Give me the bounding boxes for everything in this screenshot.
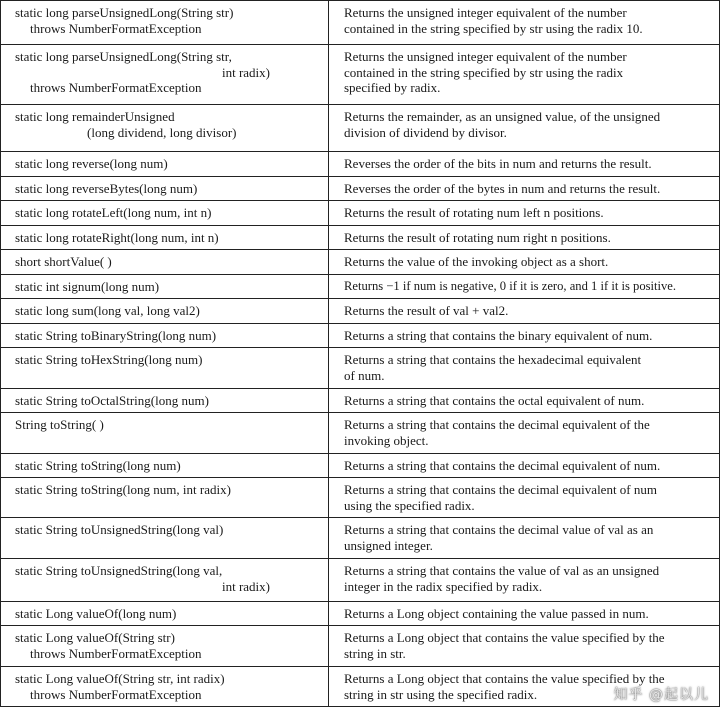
description-line: Returns a string that contains the decimal equivalent of num <box>344 482 658 497</box>
description-line: string in str using the specified radix. <box>344 686 538 702</box>
description-line: Returns the unsigned integer equivalent of the number <box>344 5 627 20</box>
method-description <box>329 177 719 200</box>
method-signature <box>1 626 329 666</box>
description-line: Returns a string that contains the octal equivalent of num. <box>344 393 645 408</box>
method-signature <box>1 105 329 151</box>
signature-line: static Long valueOf(long num) <box>15 606 177 621</box>
table-row <box>0 348 720 389</box>
method-description <box>329 454 719 477</box>
method-description <box>329 518 719 558</box>
table-row <box>0 152 720 177</box>
table-row <box>0 1 720 45</box>
table-row <box>0 559 720 602</box>
signature-line: static String toString(long num) <box>15 458 181 473</box>
signature-line: throws NumberFormatException <box>30 686 202 702</box>
method-signature <box>1 152 329 176</box>
method-signature <box>1 299 329 323</box>
signature-line: static String toOctalString(long num) <box>15 393 209 408</box>
description-line: Returns a Long object that contains the value specified by the <box>344 630 665 645</box>
method-signature <box>1 275 329 298</box>
description-line: Returns a string that contains the hexadecimal equivalent <box>344 352 642 367</box>
table-row <box>0 299 720 324</box>
description-line: Returns −1 if num is negative, 0 if it is zero, and 1 if it is positive. <box>344 279 677 293</box>
signature-line: static String toHexString(long num) <box>15 352 203 367</box>
method-description <box>329 152 719 176</box>
watermark: 知乎 @起以儿 <box>613 686 709 703</box>
signature-line: static long parseUnsignedLong(String str) <box>15 5 234 20</box>
method-description <box>329 226 719 249</box>
method-description <box>329 413 719 453</box>
description-line: Returns a Long object that contains the value specified by the <box>344 671 665 686</box>
method-description <box>329 299 719 323</box>
signature-line: static long reverseBytes(long num) <box>15 181 198 196</box>
table-row <box>0 177 720 201</box>
table-row <box>0 45 720 105</box>
table-row <box>0 201 720 226</box>
description-line: unsigned integer. <box>344 537 433 553</box>
method-description <box>329 559 719 601</box>
method-signature <box>1 226 329 249</box>
method-signature <box>1 389 329 412</box>
method-description <box>329 348 719 388</box>
description-line: contained in the string specified by str using the radix 10. <box>344 20 643 36</box>
description-line: Returns the value of the invoking object as a short. <box>344 254 609 269</box>
method-signature <box>1 348 329 388</box>
description-line: Returns the result of val + val2. <box>344 303 509 318</box>
method-signature <box>1 413 329 453</box>
description-line: using the specified radix. <box>344 497 475 513</box>
signature-line: static String toUnsignedString(long val) <box>15 522 224 537</box>
table-row <box>0 518 720 559</box>
table-row <box>0 275 720 299</box>
description-line: Returns a string that contains the decimal equivalent of the <box>344 417 650 432</box>
description-line: string in str. <box>344 645 406 661</box>
signature-line: static int signum(long num) <box>15 279 160 294</box>
method-signature <box>1 201 329 225</box>
description-line: division of dividend by divisor. <box>344 124 507 140</box>
description-line: Returns a string that contains the binary equivalent of num. <box>344 328 653 343</box>
method-signature <box>1 559 329 601</box>
table-row <box>0 667 720 707</box>
table-row <box>0 324 720 348</box>
method-description <box>329 45 719 104</box>
description-line: Returns the result of rotating num left n positions. <box>344 205 604 220</box>
description-line: invoking object. <box>344 432 429 448</box>
description-line: Returns a string that contains the decimal equivalent of num. <box>344 458 661 473</box>
method-description <box>329 201 719 225</box>
method-description <box>329 250 719 274</box>
signature-line: throws NumberFormatException <box>30 20 202 36</box>
table-row <box>0 389 720 413</box>
method-signature <box>1 667 329 706</box>
method-description <box>329 105 719 151</box>
signature-line: static Long valueOf(String str, int radix) <box>15 671 225 686</box>
signature-line: static long remainderUnsigned <box>15 109 175 124</box>
description-line: Returns the result of rotating num right n positions. <box>344 230 611 245</box>
description-line: contained in the string specified by str using the radix <box>344 64 624 80</box>
description-line: specified by radix. <box>344 80 441 95</box>
table-row <box>0 105 720 152</box>
description-line: Returns the remainder, as an unsigned value, of the unsigned <box>344 109 661 124</box>
method-description <box>329 275 719 298</box>
signature-line: static long parseUnsignedLong(String str, <box>15 49 232 64</box>
table-row <box>0 454 720 478</box>
description-line: Reverses the order of the bytes in num and returns the result. <box>344 181 661 196</box>
table-row <box>0 226 720 250</box>
table-row <box>0 413 720 454</box>
method-signature <box>1 177 329 200</box>
signature-line: throws NumberFormatException <box>30 645 202 661</box>
method-signature <box>1 478 329 517</box>
signature-line: static long reverse(long num) <box>15 156 168 171</box>
method-signature <box>1 1 329 44</box>
description-line: Returns a string that contains the decimal value of val as an <box>344 522 654 537</box>
signature-line: String toString( ) <box>15 417 104 432</box>
signature-line: static long sum(long val, long val2) <box>15 303 200 318</box>
signature-line: (long dividend, long divisor) <box>87 124 237 140</box>
method-description <box>329 626 719 666</box>
signature-line: static long rotateLeft(long num, int n) <box>15 205 212 220</box>
table-row <box>0 602 720 626</box>
table-row <box>0 626 720 667</box>
description-line: Returns a string that contains the value of val as an unsigned <box>344 563 660 578</box>
signature-line: int radix) <box>221 64 270 80</box>
method-description <box>329 389 719 412</box>
signature-line: static Long valueOf(String str) <box>15 630 175 645</box>
method-description <box>329 324 719 347</box>
method-signature <box>1 454 329 477</box>
method-description <box>329 1 719 44</box>
signature-line: int radix) <box>221 578 270 594</box>
signature-line: static String toString(long num, int radix) <box>15 482 231 497</box>
signature-line: short shortValue( ) <box>15 254 112 269</box>
table-row <box>0 478 720 518</box>
method-signature <box>1 324 329 347</box>
signature-line: static String toBinaryString(long num) <box>15 328 217 343</box>
description-line: Reverses the order of the bits in num and returns the result. <box>344 156 652 171</box>
method-signature <box>1 602 329 625</box>
method-signature <box>1 45 329 104</box>
description-line: Returns the unsigned integer equivalent of the number <box>344 49 627 64</box>
method-signature <box>1 518 329 558</box>
description-line: of num. <box>344 367 385 383</box>
signature-line: throws NumberFormatException <box>30 80 202 95</box>
method-signature <box>1 250 329 274</box>
signature-line: static long rotateRight(long num, int n) <box>15 230 219 245</box>
method-description <box>329 667 719 706</box>
method-description <box>329 478 719 517</box>
method-description <box>329 602 719 625</box>
description-line: integer in the radix specified by radix. <box>344 578 543 594</box>
description-line: Returns a Long object containing the value passed in num. <box>344 606 649 621</box>
table-row <box>0 250 720 275</box>
signature-line: static String toUnsignedString(long val, <box>15 563 223 578</box>
